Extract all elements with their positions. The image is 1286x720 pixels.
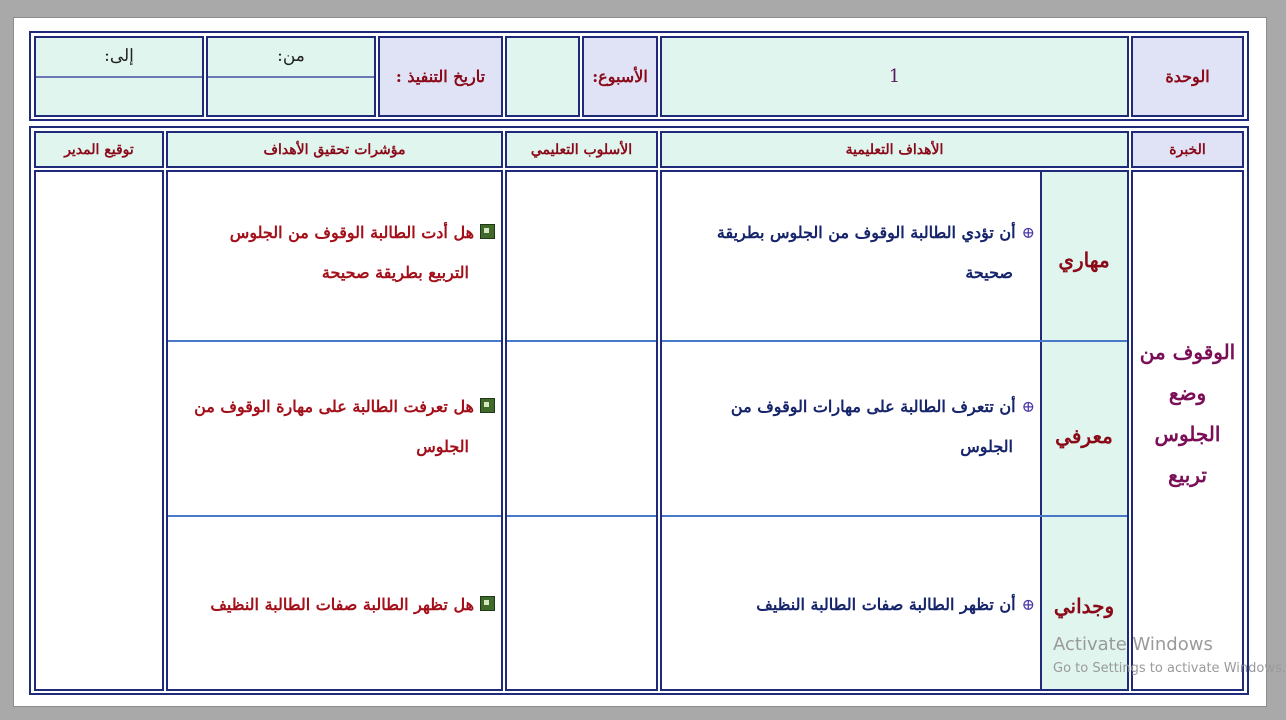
objective-3 [700,585,1035,625]
domain-skill: مهاري [1058,248,1110,272]
indicator-2-line-2: الجلوس [416,437,469,456]
row-divider-4 [507,515,656,517]
to-label: إلى: [104,46,134,66]
square-bullet-icon [480,224,495,239]
indicator-1-line-2: التربيع بطريقة صحيحة [321,263,469,282]
row-divider-3 [507,340,656,342]
domain-cognitive: معرفي [1055,424,1113,448]
indicator-3-line-1: هل تظهر الطالبة صفات الطالبة النظيف [210,595,474,614]
indicator-2-line-1: هل تعرفت الطالبة على مهارة الوقوف من [194,397,474,416]
unit-value: 1 [888,66,901,87]
square-bullet-icon [480,398,495,413]
objective-2-line-2: الجلوس [960,437,1013,456]
objective-1-line-1: أن تؤدي الطالبة الوقوف من الجلوس بطريقة [716,223,1016,242]
topic-line-3: الجلوس [1154,422,1221,446]
activate-windows-watermark [1053,634,1286,676]
week-value-cell [505,36,580,117]
row-divider-1 [662,340,1127,342]
watermark-line-1: Activate Windows [1053,634,1213,655]
exec-date-label: تاريخ التنفيذ : [378,36,503,117]
col-signature: توقيع المدير [34,131,164,168]
week-label: الأسبوع: [582,36,658,117]
to-cell [34,36,204,117]
row-divider-2 [662,515,1127,517]
objective-3-line-1: أن تظهر الطالبة صفات الطالبة النظيف [756,595,1016,614]
topic-line-1: الوقوف من [1139,340,1236,364]
objective-2-line-1: أن تتعرف الطالبة على مهارات الوقوف من [730,397,1016,416]
unit-label: الوحدة [1131,36,1244,117]
from-cell [206,36,376,117]
domain-affective: وجداني [1053,594,1115,618]
crosshair-circle-icon: ⊕ [1021,595,1035,614]
unit-value-cell [660,36,1129,117]
objective-1-line-2: صحيحة [965,263,1013,282]
row-divider-5 [168,340,501,342]
crosshair-circle-icon: ⊕ [1021,397,1035,416]
watermark-line-2: Go to Settings to activate Windows. [1053,661,1286,676]
col-indicators: مؤشرات تحقيق الأهداف [166,131,503,168]
from-label: من: [277,46,305,66]
topic-line-4: تربيع [1168,463,1207,487]
indicator-1 [180,213,495,293]
indicator-3 [180,585,495,625]
objective-2 [700,387,1035,467]
crosshair-circle-icon: ⊕ [1021,223,1035,242]
indicator-2 [180,387,495,467]
topic-line-2: وضع [1168,381,1207,405]
col-method: الأسلوب التعليمي [505,131,658,168]
col-objectives: الأهداف التعليمية [660,131,1129,168]
objective-1 [700,213,1035,293]
lesson-topic [1133,332,1242,496]
method-cell [505,170,658,691]
row-divider-6 [168,515,501,517]
square-bullet-icon [480,596,495,611]
signature-cell [34,170,164,691]
indicator-1-line-1: هل أدت الطالبة الوقوف من الجلوس [229,223,474,242]
col-experience: الخبرة [1131,131,1244,168]
